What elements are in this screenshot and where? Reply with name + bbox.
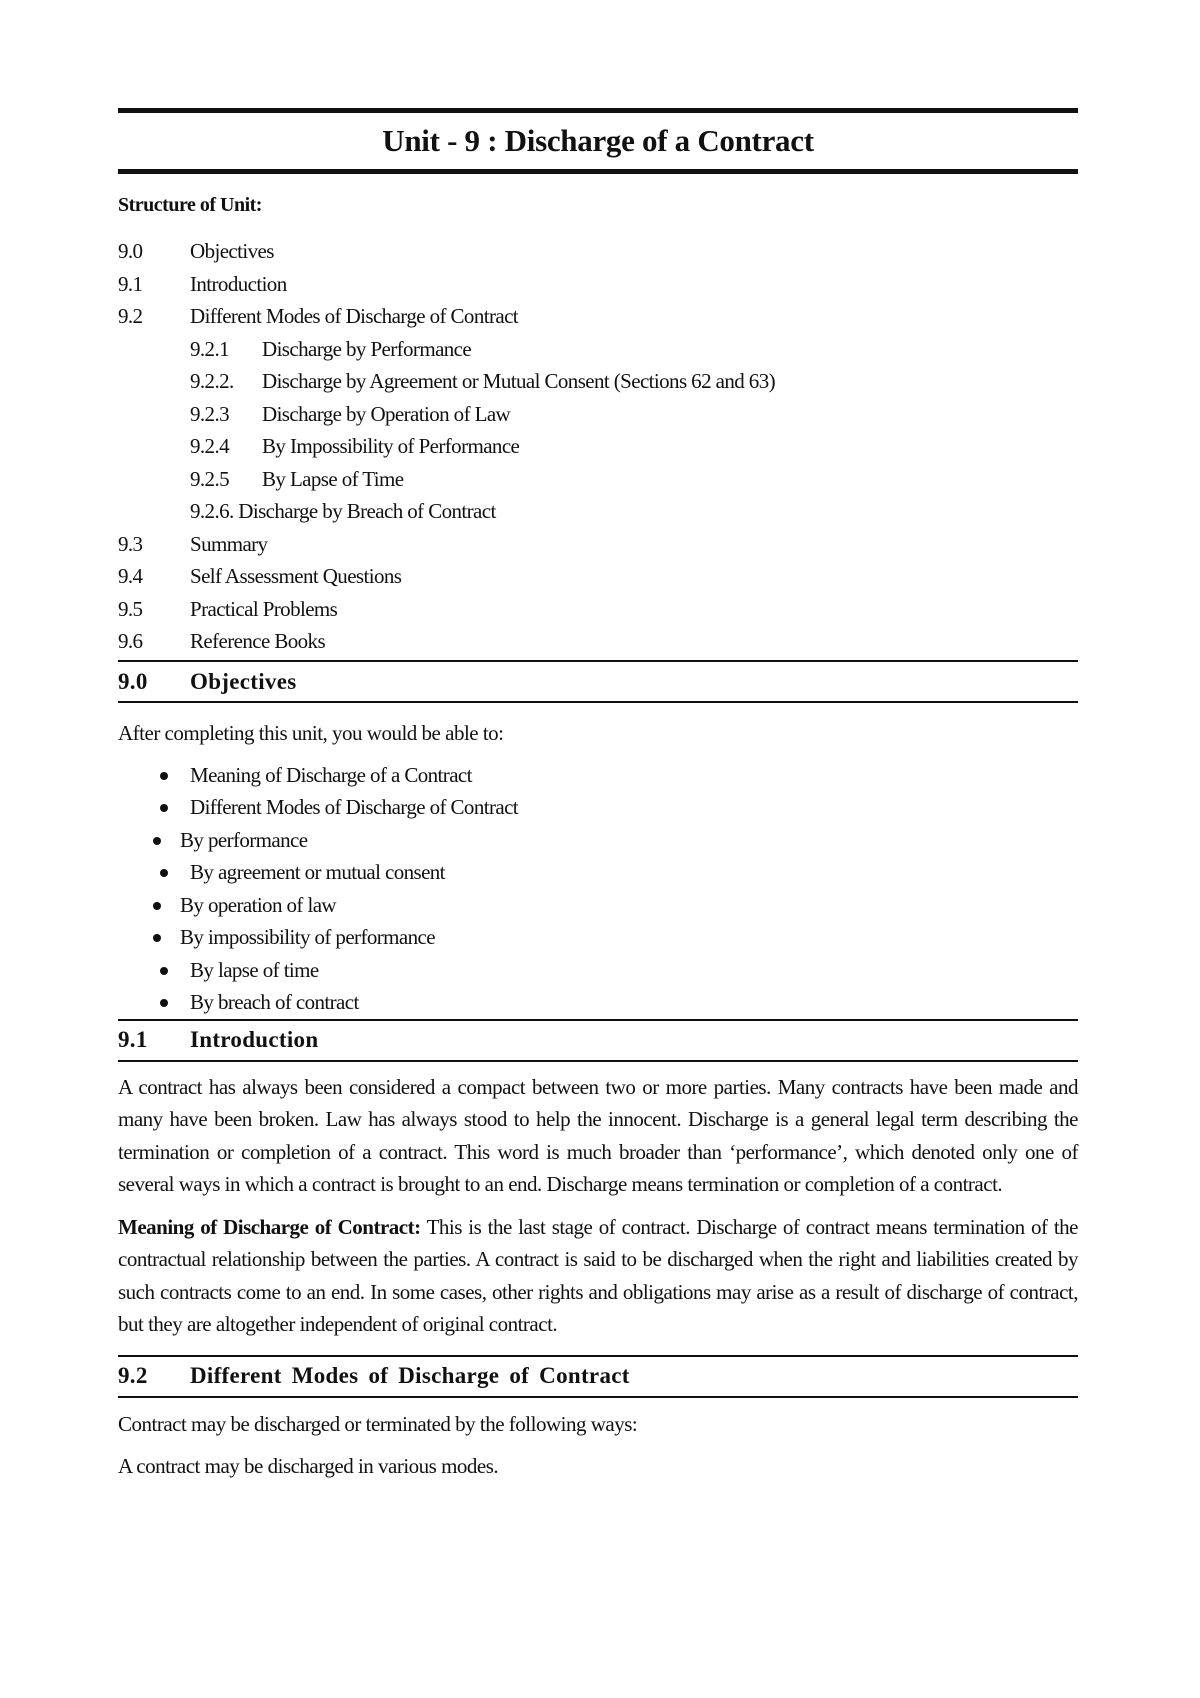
bullet-icon (153, 934, 161, 942)
section-number: 9.0 (118, 668, 148, 694)
bullet-icon (160, 804, 168, 812)
toc-row (118, 531, 1078, 564)
toc-subrow (118, 498, 1078, 531)
meaning-text: This is the last stage of contract. Discharge of contract means termination of the contractual relationship between the parties. A contract is said to be discharged when the right and liabilities created by such contracts come to an end. In some cases, other rights and obligations may arise as a result of discharge of contract, but they are altogether independent of original contract. (118, 1214, 1078, 1336)
structure-heading: Structure of Unit: (118, 194, 262, 216)
toc-label: Summary (190, 531, 268, 556)
toc-number: 9.2.1 (190, 336, 230, 361)
toc-label: By Lapse of Time (262, 466, 404, 491)
bullet-icon (153, 837, 161, 845)
bullet-icon (160, 999, 168, 1007)
toc-label: By Impossibility of Performance (262, 434, 520, 458)
list-item-text: Different Modes of Discharge of Contract (190, 795, 519, 819)
toc-subrow (118, 368, 1078, 401)
toc-number: 9.6 (118, 629, 143, 653)
list-item (118, 762, 1078, 795)
page-title: Unit - 9 : Discharge of a Contract (382, 123, 814, 158)
objectives-list (118, 762, 1078, 1022)
toc-label: Different Modes of Discharge of Contract (190, 304, 519, 328)
toc-label: Discharge by Agreement or Mutual Consent (Sections 62 and 63) (262, 369, 775, 393)
toc-subrow (118, 401, 1078, 434)
section-heading-modes (118, 1355, 1078, 1398)
section-heading-objectives (118, 660, 1078, 703)
section-title: Introduction (190, 1027, 319, 1052)
toc-number: 9.0 (118, 239, 143, 263)
list-item-text: By performance (180, 827, 308, 852)
toc-label: Discharge by Operation of Law (262, 401, 511, 426)
list-item-text: By operation of law (180, 892, 336, 917)
toc-subrow (118, 433, 1078, 466)
section-heading-introduction (118, 1019, 1078, 1062)
bullet-icon (160, 967, 168, 975)
toc-subrow (118, 336, 1078, 369)
table-of-contents (118, 238, 1078, 661)
list-item-text: By agreement or mutual consent (190, 860, 445, 884)
list-item (118, 827, 1078, 860)
objectives-intro: After completing this unit, you would be able to: (118, 721, 504, 745)
toc-number: 9.2.5 (190, 466, 230, 491)
list-item (118, 989, 1078, 1022)
toc-number: 9.3 (118, 531, 143, 556)
toc-label: Objectives (190, 239, 274, 263)
bullet-icon (160, 869, 168, 877)
document-page (118, 108, 1078, 1483)
meaning-lead: Meaning of Discharge of Contract: (118, 1214, 421, 1239)
section-number: 9.1 (118, 1027, 148, 1052)
modes-paragraph: A contract may be discharged in various modes. (118, 1454, 499, 1478)
toc-number: 9.5 (118, 596, 143, 621)
modes-paragraph: Contract may be discharged or terminated by the following ways: (118, 1411, 638, 1436)
toc-row (118, 303, 1078, 336)
section-title: Objectives (190, 668, 297, 694)
toc-number: 9.4 (118, 564, 143, 588)
section-number: 9.2 (118, 1363, 148, 1388)
toc-number: 9.2.3 (190, 401, 230, 426)
list-item (118, 957, 1078, 990)
toc-label: 9.2.6. Discharge by Breach of Contract (190, 499, 496, 523)
toc-label: Self Assessment Questions (190, 564, 402, 588)
list-item-text: By impossibility of performance (180, 925, 435, 949)
toc-subrow (118, 466, 1078, 499)
toc-number: 9.2.4 (190, 434, 230, 458)
introduction-paragraph: A contract has always been considered a compact between two or more parties. Many contracts have been made and many have been broken. Law has always stood to help the innocent. Discharge is a general legal term describing the termination or completion of a contract. This word is much broader than ‘performance’, which denoted only one of several ways in which a contract is brought to an end. Discharge means termination or completion of a contract. (118, 1074, 1078, 1196)
toc-number: 9.2 (118, 304, 143, 328)
section-title: Different Modes of Discharge of Contract (190, 1363, 630, 1388)
title-block (118, 108, 1078, 174)
meaning-paragraph (118, 1211, 1078, 1341)
list-item-text: Meaning of Discharge of a Contract (190, 762, 472, 787)
toc-row (118, 271, 1078, 304)
list-item (118, 794, 1078, 827)
toc-label: Practical Problems (190, 596, 338, 621)
bullet-icon (153, 902, 161, 910)
toc-row (118, 563, 1078, 596)
list-item (118, 859, 1078, 892)
bullet-icon (160, 772, 168, 780)
list-item (118, 924, 1078, 957)
toc-number: 9.1 (118, 271, 143, 296)
list-item-text: By breach of contract (190, 990, 359, 1014)
toc-row (118, 238, 1078, 271)
toc-label: Introduction (190, 271, 287, 296)
toc-number: 9.2.2. (190, 369, 234, 393)
list-item-text: By lapse of time (190, 957, 319, 982)
list-item (118, 892, 1078, 925)
toc-row (118, 596, 1078, 629)
toc-label: Reference Books (190, 629, 326, 653)
toc-row (118, 628, 1078, 661)
toc-label: Discharge by Performance (262, 336, 472, 361)
